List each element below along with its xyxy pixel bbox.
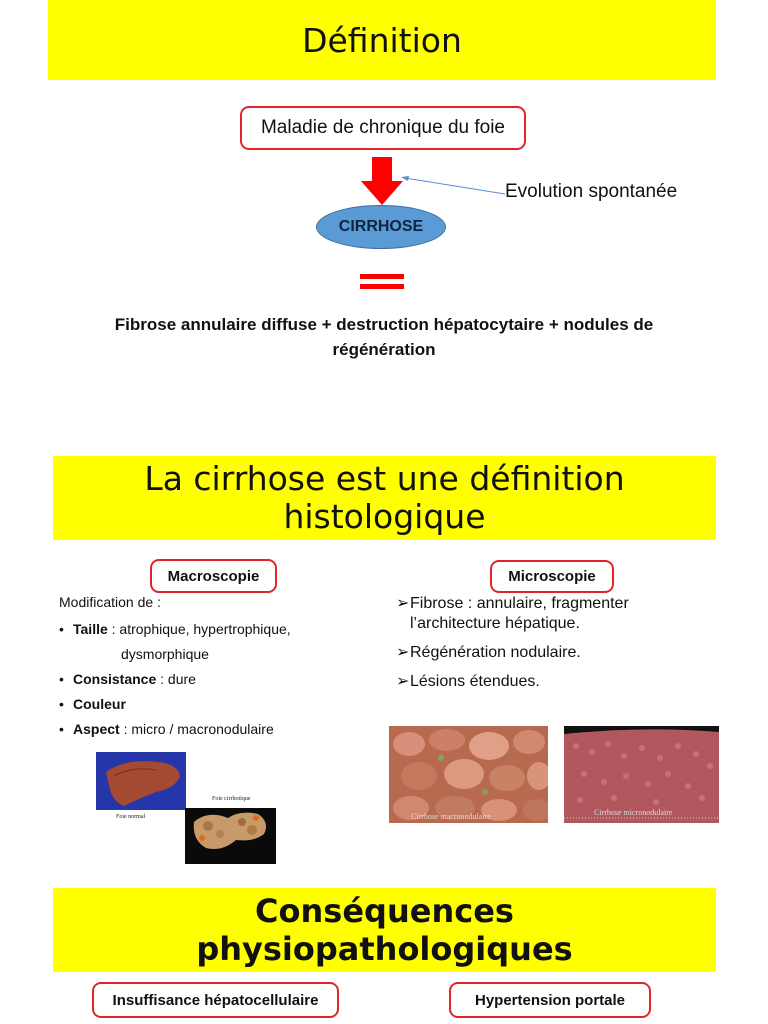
fibrose-line-1: Fibrose annulaire diffuse + destruction hépatocytaire + nodules de	[114, 315, 654, 334]
list-item: • Aspect : micro / macronodulaire	[59, 717, 291, 742]
caption-macronodulaire: Cirrhose macronodulaire	[411, 812, 491, 821]
section-title-line-1: La cirrhose est une définition	[144, 459, 625, 498]
list-item: • Consistance : dure	[59, 667, 291, 692]
macroscopie-list	[59, 617, 291, 742]
title-banner-histologique	[53, 456, 716, 540]
microscopie-box	[490, 560, 614, 593]
fibrose-definition	[60, 312, 708, 362]
macroscopie-box	[150, 559, 277, 593]
insuffisance-box	[92, 982, 339, 1018]
list-item: • Taille : atrophique, hypertrophique,	[59, 617, 291, 642]
photo-cirrhose-micronodulaire	[564, 726, 719, 823]
section-title-line-2: histologique	[283, 497, 486, 536]
caption-foie-normal: Foie normal	[116, 814, 146, 820]
list-item: ➢ Lésions étendues.	[396, 673, 540, 690]
page-title: Définition	[302, 20, 462, 60]
equals-sign-icon	[360, 274, 404, 290]
list-item: ➢ Régénération nodulaire.	[396, 644, 581, 661]
section-title-line-1: Conséquences	[255, 892, 514, 930]
list-item: dysmorphique	[121, 646, 209, 662]
insuffisance-label: Insuffisance hépatocellulaire	[112, 991, 319, 1009]
evolution-label: Evolution spontanée	[505, 181, 678, 202]
arrow-bullet-icon: ➢	[396, 595, 410, 612]
microscopie-list	[396, 594, 696, 701]
modification-intro: Modification de :	[59, 594, 161, 610]
caption-foie-cirrhotique: Foie cirrhotique	[212, 796, 251, 802]
definition-text: Maladie de chronique du foie	[260, 117, 505, 138]
photo-cirrhose-macronodulaire	[389, 726, 548, 823]
microscopie-label: Microscopie	[508, 568, 596, 585]
caption-micronodulaire: Cirrhose micronodulaire	[594, 808, 673, 817]
list-item: • Couleur	[59, 692, 291, 717]
liver-illustration	[96, 752, 276, 864]
liver-comparison-image	[96, 752, 276, 864]
hypertension-label: Hypertension portale	[474, 991, 626, 1009]
title-banner-consequences	[53, 888, 716, 972]
arrow-bullet-icon: ➢	[396, 673, 410, 690]
section-title-line-2: physiopathologiques	[196, 930, 573, 968]
definition-box	[240, 106, 526, 150]
macronodular-texture	[389, 726, 548, 823]
fibrose-line-2: régénération	[332, 340, 436, 359]
title-banner-definition	[48, 0, 716, 80]
macroscopie-label: Macroscopie	[167, 567, 260, 585]
pointer-line	[395, 172, 510, 202]
hypertension-box	[449, 982, 651, 1018]
arrow-bullet-icon: ➢	[396, 644, 410, 661]
cirrhose-label: CIRRHOSE	[338, 218, 424, 235]
cirrhose-ellipse	[316, 205, 446, 249]
list-item: ➢ Fibrose : annulaire, fragmenter l’architecture hépatique.	[396, 595, 629, 632]
